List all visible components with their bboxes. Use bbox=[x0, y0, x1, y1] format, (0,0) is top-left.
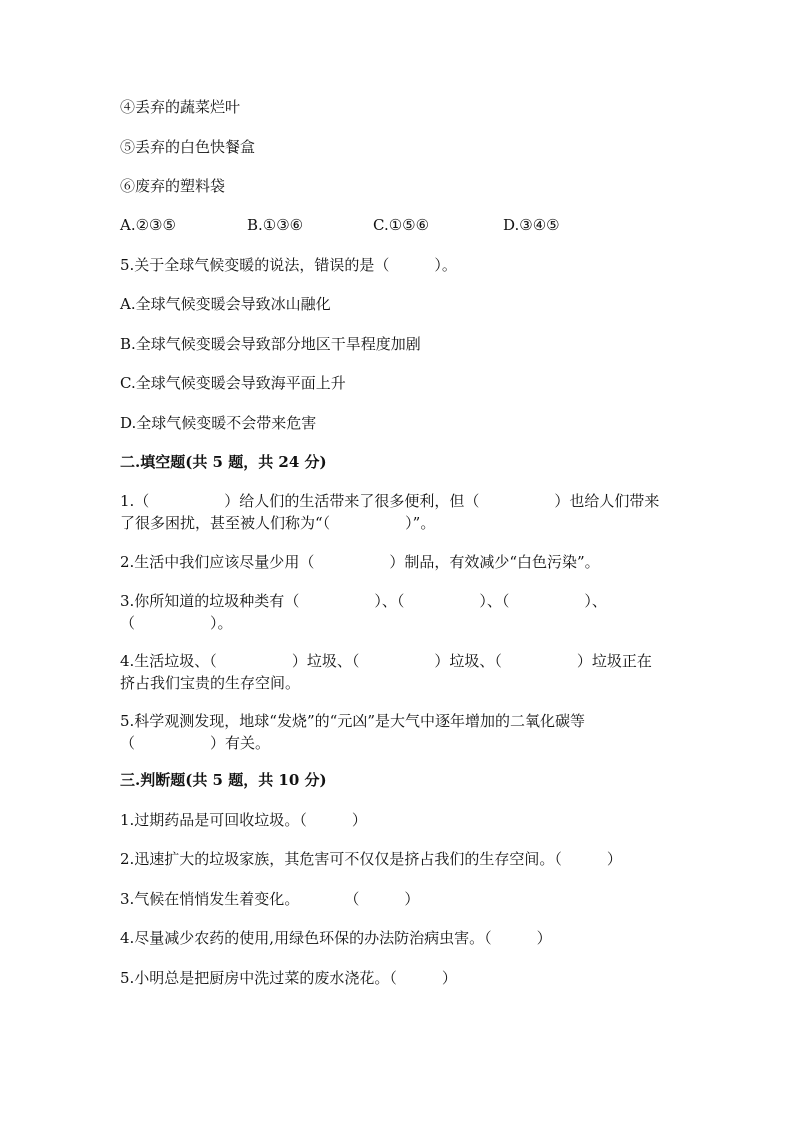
q5-option-a: A.全球气候变暖会导致冰山融化 bbox=[120, 295, 331, 313]
q4-item-5: ⑤丢弃的白色快餐盒 bbox=[120, 138, 256, 156]
q4-item-4: ④丢弃的蔬菜烂叶 bbox=[120, 98, 241, 116]
q4-option-a: A.②③⑤ bbox=[120, 216, 176, 234]
judge-item-4: 4.尽量减少农药的使用,用绿色环保的办法防治病虫害。（ ） bbox=[120, 929, 552, 947]
q4-option-b: B.①③⑥ bbox=[247, 216, 304, 234]
fill-item-1: 1.（ ）给人们的生活带来了很多便利，但（ ）也给人们带来了很多困扰，甚至被人们称为“（ ）”。 bbox=[120, 492, 660, 532]
fill-item-3: 3.你所知道的垃圾种类有（ ）、（ ）、（ ）、（ ）。 bbox=[120, 592, 607, 632]
q4-option-c: C.①⑤⑥ bbox=[373, 216, 430, 234]
judge-item-3: 3.气候在悄悄发生着变化。 （ ） bbox=[120, 890, 420, 908]
fill-item-5: 5.科学观测发现，地球“发烧”的“元凶”是大气中逐年增加的二氧化碳等（ ）有关。 bbox=[120, 712, 585, 752]
q4-option-d: D.③④⑤ bbox=[503, 216, 560, 234]
section-2-heading: 二.填空题(共 5 题，共 24 分) bbox=[120, 453, 327, 471]
section-3-heading: 三.判断题(共 5 题，共 10 分) bbox=[120, 771, 327, 789]
judge-item-1: 1.过期药品是可回收垃圾。（ ） bbox=[120, 811, 367, 829]
judge-item-2: 2.迅速扩大的垃圾家族，其危害可不仅仅是挤占我们的生存空间。（ ） bbox=[120, 850, 622, 868]
q4-item-6: ⑥废弃的塑料袋 bbox=[120, 177, 226, 195]
q5-option-c: C.全球气候变暖会导致海平面上升 bbox=[120, 374, 346, 392]
q5-stem: 5.关于全球气候变暖的说法，错误的是（ ）。 bbox=[120, 256, 457, 274]
judge-item-5: 5.小明总是把厨房中洗过菜的废水浇花。（ ） bbox=[120, 969, 457, 987]
q5-option-d: D.全球气候变暖不会带来危害 bbox=[120, 414, 317, 432]
fill-item-2: 2.生活中我们应该尽量少用（ ）制品，有效减少“白色污染”。 bbox=[120, 553, 600, 571]
fill-item-4: 4.生活垃圾、（ ）垃圾、（ ）垃圾、（ ）垃圾正在挤占我们宝贵的生存空间。 bbox=[120, 652, 652, 692]
q5-option-b: B.全球气候变暖会导致部分地区干旱程度加剧 bbox=[120, 335, 421, 353]
